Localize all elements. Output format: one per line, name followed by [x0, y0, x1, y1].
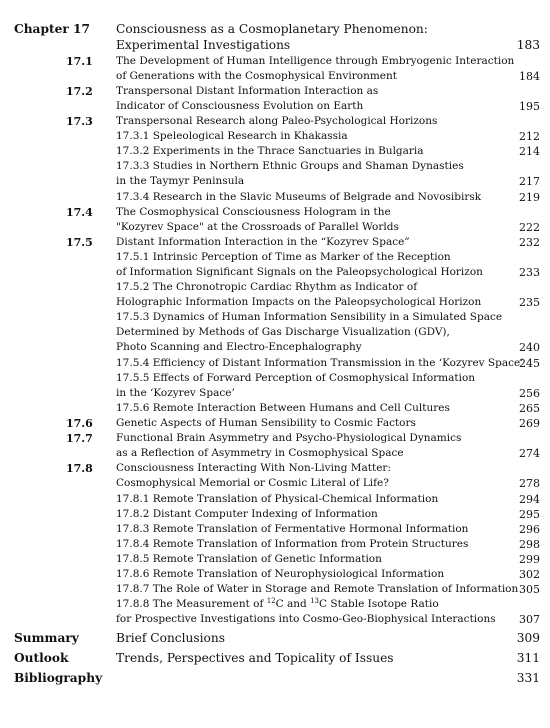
toc-entry: [0, 461, 550, 491]
toc-entry-title-line: Genetic Aspects of Human Sensibility to Cosmic Factors: [116, 417, 416, 429]
toc-entry-number: 17.1: [66, 54, 93, 68]
toc-entry-title-line: The Development of Human Intelligence through Embryogenic Interaction: [116, 54, 515, 67]
toc-entry-page-number: 311: [516, 651, 540, 666]
toc-entry-number: Summary: [14, 631, 79, 646]
toc-entry-title-line: "Kozyrev Space" at the Crossroads of Parallel Worlds: [116, 220, 399, 233]
toc-entry-number: Outlook: [14, 651, 69, 666]
toc-entry-page-number: 307: [519, 613, 540, 627]
toc-entry-title-line: in the Taymyr Peninsula: [116, 175, 245, 188]
toc-entry-page-number: 240: [519, 341, 540, 355]
toc-entry: [0, 250, 550, 280]
toc-entry-title-line: 17.5.2 The Chronotropic Cardiac Rhythm as Indicator of: [116, 281, 418, 294]
toc-entry-title-line: 17.5.3 Dynamics of Human Information Sensibility in a Simulated Space: [116, 311, 503, 324]
toc-entry-page-number: 219: [519, 190, 540, 204]
toc-entry-page-number: 302: [519, 568, 540, 581]
toc-entry-page-number: 256: [519, 386, 540, 400]
toc-entry: [0, 431, 550, 461]
toc-entry: [0, 114, 550, 129]
toc-entry: [0, 416, 550, 431]
toc-entry-title-line: 17.5.1 Intrinsic Perception of Time as Marker of the Reception: [116, 250, 451, 263]
toc-entry: [0, 631, 550, 647]
toc-entry-page-number: 278: [519, 477, 540, 491]
toc-entry: [0, 597, 550, 627]
toc-entry-number: Bibliography: [14, 671, 103, 685]
toc-entry-title-line: Holographic Information Impacts on the Paleopsychological Horizon: [116, 296, 482, 309]
toc-entry: [0, 537, 550, 552]
toc-entry-title-line: 17.8.4 Remote Translation of Information from Protein Structures: [116, 537, 469, 550]
toc-entry-page-number: 299: [519, 552, 540, 566]
toc-entry: [0, 522, 550, 537]
toc-entry-title-line: Transpersonal Distant Information Interaction as: [116, 84, 379, 97]
toc-entry-title-line: 17.8.3 Remote Translation of Fermentative Hormonal Information: [116, 522, 469, 535]
toc-entry-number: 17.4: [66, 205, 93, 219]
toc-entry-page-number: 195: [519, 99, 540, 113]
toc-entry-title-line: Distant Information Interaction in the “Kozyrev Space”: [116, 235, 410, 248]
toc-entry: [0, 371, 550, 401]
toc-entry-page-number: 183: [516, 37, 540, 52]
toc-entry-page-number: 217: [519, 175, 540, 189]
toc-entry-page-number: 222: [519, 220, 540, 234]
toc-entry-page-number: 232: [519, 235, 540, 249]
toc-entry: [0, 401, 550, 416]
toc-entry-page-number: 305: [519, 583, 540, 597]
toc-entry-title-line: 17.8.5 Remote Translation of Genetic Information: [116, 552, 382, 565]
toc-entry-page-number: 296: [519, 522, 540, 536]
toc-entry-page-number: 233: [519, 265, 540, 279]
toc-entry: [0, 235, 550, 250]
toc-entry-title-line: 17.8.8 The Measurement of $^{12}$C and $^{13}$C Stable Isotope Ratio: [116, 597, 439, 611]
toc-entry: [0, 280, 550, 310]
toc-entry-title-line: Indicator of Consciousness Evolution on Earth: [116, 99, 364, 112]
toc-entry-title-line: 17.5.6 Remote Interaction Between Humans and Cell Cultures: [116, 401, 450, 414]
toc-entry: [0, 671, 550, 687]
toc-entry: [0, 507, 550, 522]
toc-entry: [0, 356, 550, 371]
toc-entry-title-line: Functional Brain Asymmetry and Psycho-Physiological Dynamics: [116, 432, 462, 445]
toc-entry: [0, 22, 550, 54]
toc-entry: [0, 159, 550, 189]
toc-entry: [0, 129, 550, 144]
toc-entry: [0, 205, 550, 235]
toc-entry-page-number: 212: [519, 130, 540, 144]
toc-entry-title-line: 17.8.1 Remote Translation of Physical-Chemical Information: [116, 492, 439, 505]
toc-entry-number: 17.5: [66, 235, 93, 249]
toc-entry-title-line: Experimental Investigations: [116, 37, 291, 52]
toc-entry: [0, 190, 550, 205]
toc-entry-title-line: as a Reflection of Asymmetry in Cosmophysical Space: [116, 447, 404, 460]
toc-entry-page-number: 298: [519, 537, 540, 551]
toc-entry-title-line: 17.3.2 Experiments in the Thrace Sanctuaries in Bulgaria: [116, 145, 424, 158]
toc-entry-title-line: Consciousness Interacting With Non-Living Matter:: [116, 462, 391, 475]
toc-entry-title-line: in the ‘Kozyrev Space’: [116, 386, 235, 399]
toc-entry-page-number: 294: [519, 492, 540, 506]
toc-entry-title-line: Transpersonal Research along Paleo-Psychological Horizons: [116, 115, 438, 127]
toc-entry-title-line: Consciousness as a Cosmoplanetary Phenomenon:: [116, 22, 428, 36]
toc-entry-title-line: 17.8.6 Remote Translation of Neurophysiological Information: [116, 568, 445, 580]
toc-entry-title-line: 17.8.2 Distant Computer Indexing of Information: [116, 507, 378, 520]
toc-entry-title-line: 17.3.4 Research in the Slavic Museums of Belgrade and Novosibirsk: [116, 190, 482, 203]
toc-entry: [0, 492, 550, 507]
toc-entry-number: 17.2: [66, 84, 93, 98]
toc-entry-page-number: 309: [516, 631, 540, 646]
toc-entry-title-line: 17.8.7 The Role of Water in Storage and Remote Translation of Information: [116, 583, 519, 596]
toc-entry-title-line: Brief Conclusions: [116, 631, 225, 646]
toc-entry: [0, 144, 550, 159]
toc-entry: [0, 310, 550, 355]
toc-entry-title-line: The Cosmophysical Consciousness Hologram in the: [116, 205, 391, 218]
toc-entry-title-line: Photo Scanning and Electro-Encephalography: [116, 341, 362, 354]
toc-entry-title-line: 17.5.4 Efficiency of Distant Information Transmission in the ‘Kozyrev Space’: [116, 356, 524, 369]
toc-entry: [0, 84, 550, 114]
toc-entry-page-number: 269: [519, 417, 540, 430]
toc-entry-title-line: Cosmophysical Memorial or Cosmic Literal of Life?: [116, 477, 389, 490]
toc-entry: [0, 567, 550, 582]
toc-entry-page-number: 274: [519, 447, 540, 461]
toc-entry: [0, 54, 550, 84]
toc-entry-number: 17.7: [66, 432, 93, 446]
toc-entry-number: 17.8: [66, 462, 93, 476]
toc-entry-title-line: for Prospective Investigations into Cosmo-Geo-Biophysical Interactions: [116, 613, 496, 626]
toc-entry-number: 17.6: [66, 417, 93, 430]
toc-entry-page-number: 184: [519, 69, 540, 83]
toc-entry: [0, 552, 550, 567]
toc-entry-title-line: Determined by Methods of Gas Discharge Visualization (GDV),: [116, 326, 450, 339]
toc-entry-page-number: 265: [519, 401, 540, 415]
toc-entry-title-line: Trends, Perspectives and Topicality of Issues: [116, 651, 394, 666]
toc-entry-page-number: 235: [519, 296, 540, 310]
toc-entry-title-line: 17.3.3 Studies in Northern Ethnic Groups and Shaman Dynasties: [116, 160, 464, 173]
toc-entry-page-number: 214: [519, 145, 540, 159]
toc-entry-title-line: of Generations with the Cosmophysical Environment: [116, 69, 397, 82]
toc-entry-page-number: 295: [519, 507, 540, 521]
toc-entry-title-line: 17.5.5 Effects of Forward Perception of Cosmophysical Information: [116, 371, 476, 384]
toc-entry-number: Chapter 17: [14, 22, 90, 36]
toc-entry-title-line: of Information Significant Signals on the Paleopsychological Horizon: [116, 265, 483, 278]
toc-entry-number: 17.3: [66, 115, 93, 128]
toc-entry-page-number: 245: [519, 356, 540, 370]
toc-entry: [0, 582, 550, 597]
toc-entry: [0, 651, 550, 667]
toc-entry-title-line: 17.3.1 Speleological Research in Khakassia: [116, 130, 348, 143]
toc-entry-page-number: 331: [516, 671, 540, 685]
